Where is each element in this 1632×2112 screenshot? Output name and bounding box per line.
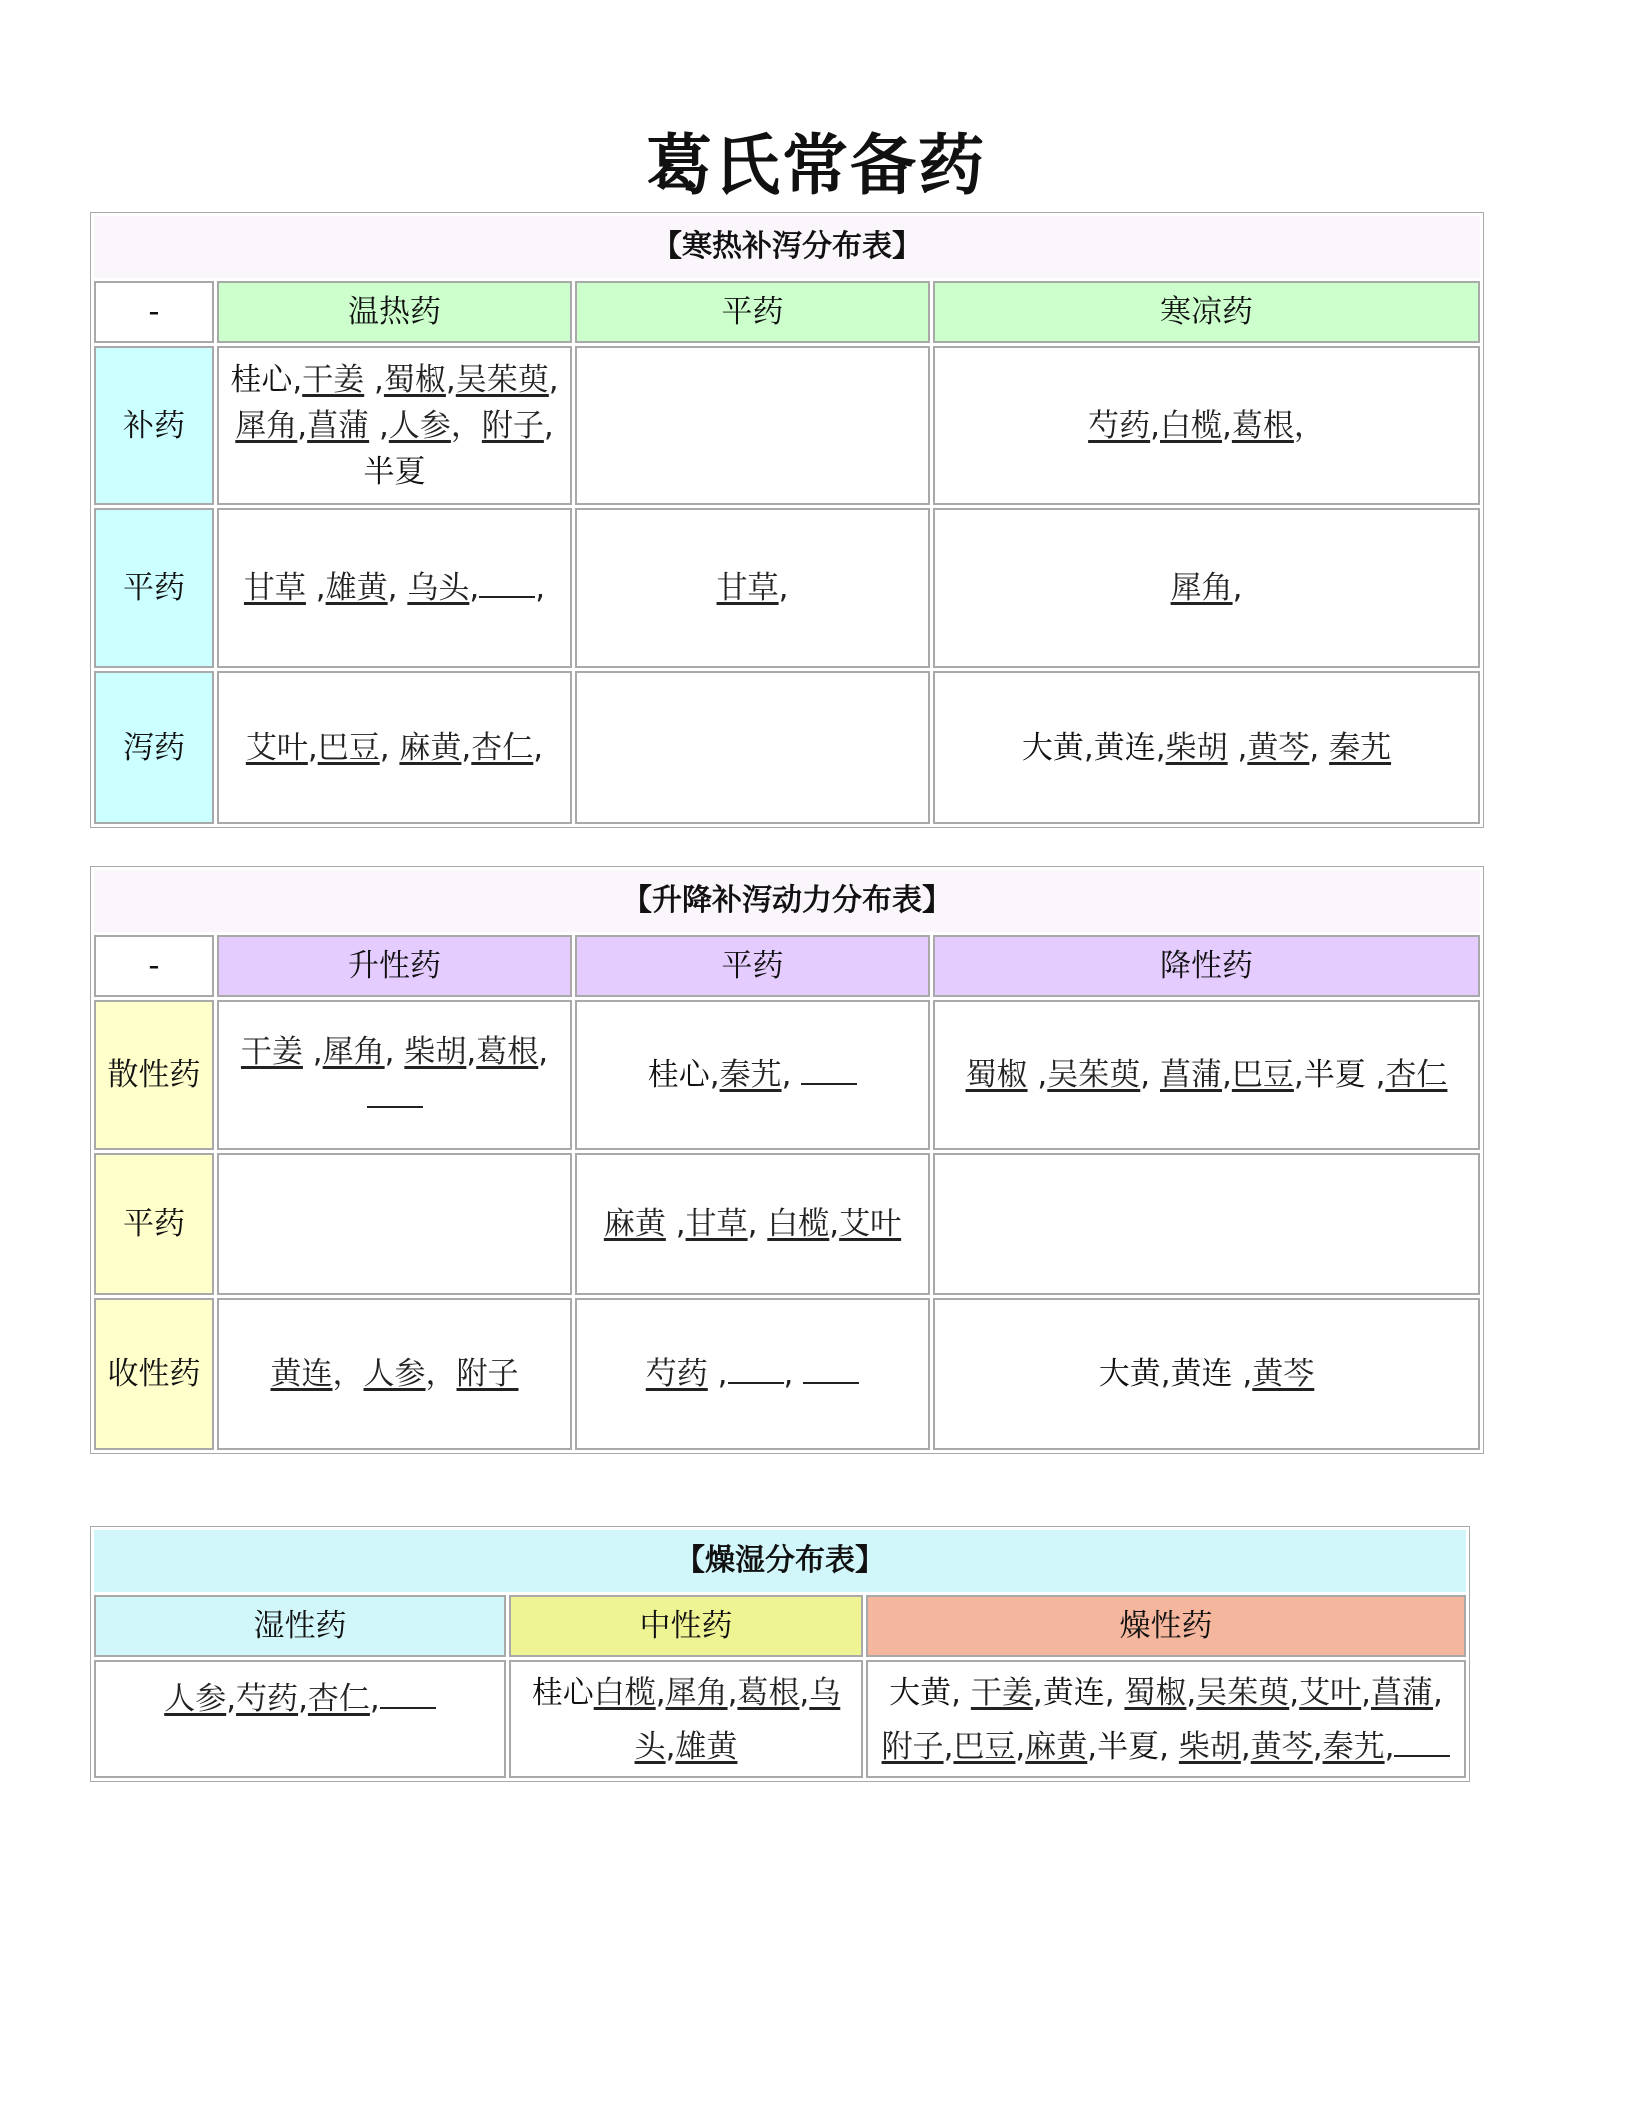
table-cell (933, 508, 1480, 669)
separator: , (1083, 729, 1094, 766)
separator: , (461, 729, 472, 766)
herb-link[interactable]: 白榄 (767, 1206, 830, 1242)
herb-link[interactable]: 菖蒲 (307, 407, 370, 444)
separator: , (943, 1729, 954, 1765)
herb-link[interactable]: 雄黄 (325, 570, 388, 607)
herb-name: 半夏 (1097, 1729, 1160, 1765)
separator: , (369, 1681, 380, 1717)
separator: ， (425, 1356, 457, 1392)
separator: , (307, 729, 318, 766)
herb-link[interactable]: 黄连 (270, 1356, 333, 1392)
herb-link[interactable]: 麻黄 (399, 729, 462, 766)
herb-link[interactable]: 葛根 (1231, 407, 1294, 444)
separator: , (1227, 729, 1248, 766)
column-header-warm-hot: 温热药 (217, 281, 572, 343)
herb-link[interactable]: 蜀椒 (1124, 1675, 1187, 1711)
herb-link[interactable]: 麻黄 (603, 1206, 666, 1242)
blank-line (803, 1358, 859, 1384)
separator: , (1384, 1729, 1395, 1765)
ascend-descend-table (90, 866, 1484, 1454)
table-caption: 【燥湿分布表】 (94, 1530, 1466, 1592)
column-header-descending: 降性药 (933, 935, 1480, 997)
column-header-neutral: 平药 (575, 281, 930, 343)
table-cell (933, 346, 1480, 505)
separator: , (1027, 1057, 1048, 1093)
herb-link[interactable]: 甘草 (243, 570, 306, 607)
separator: , (783, 1356, 804, 1392)
separator: , (535, 570, 546, 607)
herb-name: 桂心 (531, 1675, 594, 1711)
separator: , (727, 1675, 738, 1711)
herb-link[interactable]: 艾叶 (1299, 1675, 1362, 1711)
herb-name: 半夏 (363, 453, 426, 490)
herb-link[interactable]: 巴豆 (317, 729, 380, 766)
separator: , (298, 1681, 308, 1717)
row-header-neutral: 平药 (94, 1153, 214, 1295)
separator: , (1232, 570, 1243, 607)
table-cell (575, 1000, 930, 1150)
herb-link[interactable]: 白榄 (593, 1675, 656, 1711)
herb-link[interactable]: 甘草 (716, 570, 779, 607)
herb-link[interactable]: 犀角 (235, 407, 298, 444)
herb-link[interactable]: 甘草 (685, 1206, 748, 1242)
herb-link[interactable]: 人参 (164, 1681, 227, 1717)
separator: , (1361, 1675, 1371, 1711)
herb-link[interactable]: 柴胡 (404, 1034, 467, 1070)
row-header-dispersing: 散性药 (94, 1000, 214, 1150)
separator: , (665, 1729, 676, 1765)
row-header-purge: 泻药 (94, 671, 214, 824)
table-cell (217, 671, 572, 824)
herb-link[interactable]: 巴豆 (953, 1729, 1016, 1765)
table-caption: 【寒热补泻分布表】 (94, 216, 1480, 278)
separator: , (379, 729, 400, 766)
herb-link[interactable]: 人参 (388, 407, 451, 444)
blank-line (380, 1683, 436, 1709)
herb-link[interactable]: 蜀椒 (965, 1057, 1028, 1093)
herb-link[interactable]: 人参 (363, 1356, 426, 1392)
separator: , (226, 1681, 237, 1717)
table-cell (933, 1000, 1480, 1150)
herb-name: 大黄 (889, 1675, 952, 1711)
row-header-neutral: 平药 (94, 508, 214, 669)
herb-link[interactable]: 犀角 (322, 1034, 385, 1070)
separator: , (829, 1206, 840, 1242)
blank-line (1394, 1731, 1450, 1757)
herb-link[interactable]: 黄芩 (1252, 1356, 1315, 1392)
separator: , (387, 570, 408, 607)
separator: ， (332, 1356, 364, 1392)
page-title: 葛氏常备药 (646, 127, 986, 204)
herb-link[interactable]: 巴豆 (1231, 1057, 1294, 1093)
separator: ， (1293, 407, 1325, 444)
separator: , (305, 570, 326, 607)
separator: , (665, 1206, 686, 1242)
herb-link[interactable]: 乌头 (407, 570, 470, 607)
table-cell (575, 508, 930, 669)
column-header-dry: 燥性药 (866, 1595, 1466, 1657)
separator: , (799, 1675, 810, 1711)
herb-link[interactable]: 秦艽 (1329, 729, 1392, 766)
cold-heat-table (90, 212, 1484, 828)
table-cell (217, 1000, 572, 1150)
separator: , (1155, 729, 1166, 766)
herb-link[interactable]: 艾叶 (245, 729, 308, 766)
separator: , (1293, 1057, 1304, 1093)
separator: , (1015, 1729, 1026, 1765)
separator: , (1186, 1675, 1197, 1711)
separator: , (297, 407, 308, 444)
blank-line (479, 572, 535, 598)
table-cell (933, 671, 1480, 824)
table-cell (217, 1298, 572, 1450)
separator: , (1312, 1729, 1323, 1765)
separator: , (445, 361, 456, 398)
herb-link[interactable]: 柴胡 (1178, 1729, 1241, 1765)
herb-link[interactable]: 干姜 (970, 1675, 1033, 1711)
table-cell (866, 1660, 1466, 1778)
herb-link[interactable]: 白榄 (1160, 407, 1222, 444)
separator: , (781, 1057, 802, 1093)
separator: , (1240, 1729, 1251, 1765)
table-caption: 【升降补泻动力分布表】 (94, 870, 1480, 932)
separator: ， (450, 407, 482, 444)
herb-name: 大黄 (1021, 729, 1084, 766)
separator: , (1104, 1675, 1125, 1711)
table-cell (575, 1153, 930, 1295)
herb-link[interactable]: 吴茱萸 (1047, 1057, 1141, 1093)
separator: , (1222, 1057, 1232, 1093)
herb-link[interactable]: 杏仁 (1385, 1057, 1448, 1093)
separator: , (364, 361, 384, 398)
separator: , (1222, 407, 1232, 444)
separator: , (707, 1356, 728, 1392)
herb-link[interactable]: 芍药 (236, 1681, 299, 1717)
herb-link[interactable]: 葛根 (737, 1675, 800, 1711)
separator: , (1309, 729, 1330, 766)
herb-link[interactable]: 菖蒲 (1371, 1675, 1433, 1711)
corner-cell: - (94, 281, 214, 343)
herb-name: 桂心 (230, 361, 293, 398)
row-header-astringent: 收性药 (94, 1298, 214, 1450)
separator: , (1433, 1675, 1443, 1711)
herb-name: 黄连 (1042, 1675, 1105, 1711)
herb-name: 黄连 (1170, 1356, 1233, 1392)
herb-link[interactable]: 芍药 (645, 1356, 708, 1392)
herb-link[interactable]: 蜀椒 (383, 361, 446, 398)
blank-line (728, 1358, 784, 1384)
separator: , (1087, 1729, 1098, 1765)
herb-link[interactable]: 芍药 (1088, 407, 1151, 444)
separator: , (533, 729, 544, 766)
herb-name: 半夏 (1303, 1057, 1366, 1093)
separator: , (951, 1675, 971, 1711)
row-header-tonic: 补药 (94, 346, 214, 505)
herb-link[interactable]: 附子 (481, 407, 544, 444)
herb-link[interactable]: 杏仁 (471, 729, 534, 766)
table-cell (509, 1660, 863, 1778)
herb-link[interactable]: 附子 (456, 1356, 519, 1392)
table-cell (575, 671, 930, 824)
herb-link[interactable]: 杏仁 (307, 1681, 370, 1717)
column-header-ascending: 升性药 (217, 935, 572, 997)
separator: , (1365, 1057, 1386, 1093)
herb-link[interactable]: 菖蒲 (1160, 1057, 1222, 1093)
separator: , (1159, 1729, 1179, 1765)
separator: , (655, 1675, 666, 1711)
separator: , (466, 1034, 477, 1070)
column-header-neutral: 平药 (575, 935, 930, 997)
separator: , (778, 570, 789, 607)
separator: , (538, 1034, 549, 1070)
herb-link[interactable]: 黄芩 (1250, 1729, 1313, 1765)
dry-damp-table (90, 1526, 1470, 1782)
herb-name: 黄连 (1093, 729, 1156, 766)
separator: , (469, 570, 480, 607)
table-cell (217, 346, 572, 505)
herb-name: 大黄 (1098, 1356, 1161, 1392)
herb-link[interactable]: 干姜 (240, 1034, 303, 1070)
herb-link[interactable]: 柴胡 (1165, 729, 1228, 766)
herb-link[interactable]: 艾叶 (839, 1206, 902, 1242)
table-cell (933, 1153, 1480, 1295)
table-cell (575, 1298, 930, 1450)
separator: , (384, 1034, 405, 1070)
table-cell (933, 1298, 1480, 1450)
separator: , (302, 1034, 323, 1070)
separator: , (292, 361, 303, 398)
table-cell (94, 1660, 506, 1778)
herb-link[interactable]: 秦艽 (1322, 1729, 1385, 1765)
column-header-cold-cool: 寒凉药 (933, 281, 1480, 343)
corner-cell: - (94, 935, 214, 997)
column-header-damp: 湿性药 (94, 1595, 506, 1657)
herb-link[interactable]: 吴茱萸 (1196, 1675, 1290, 1711)
separator: , (369, 407, 389, 444)
herb-link[interactable]: 麻黄 (1025, 1729, 1088, 1765)
herb-link[interactable]: 犀角 (665, 1675, 728, 1711)
herb-link[interactable]: 雄黄 (675, 1729, 738, 1765)
herb-link[interactable]: 干姜 (302, 361, 365, 398)
herb-link[interactable]: 黄芩 (1247, 729, 1310, 766)
separator: , (1150, 407, 1160, 444)
separator: , (1289, 1675, 1300, 1711)
herb-name: 桂心 (647, 1057, 710, 1093)
separator: , (1032, 1675, 1043, 1711)
separator: , (548, 361, 559, 398)
separator: , (1140, 1057, 1160, 1093)
separator: , (747, 1206, 768, 1242)
separator: , (543, 407, 554, 444)
herb-link[interactable]: 附子 (881, 1729, 944, 1765)
herb-link[interactable]: 葛根 (476, 1034, 539, 1070)
separator: , (709, 1057, 720, 1093)
blank-line (367, 1082, 423, 1108)
herb-link[interactable]: 吴茱萸 (455, 361, 549, 398)
herb-link[interactable]: 秦艽 (719, 1057, 782, 1093)
table-cell (217, 1153, 572, 1295)
herb-link[interactable]: 犀角 (1170, 570, 1233, 607)
herb-link[interactable]: 乌头 (634, 1675, 841, 1765)
table-cell (575, 346, 930, 505)
blank-line (801, 1059, 857, 1085)
table-cell (217, 508, 572, 669)
column-header-neutral: 中性药 (509, 1595, 863, 1657)
separator: , (1232, 1356, 1253, 1392)
separator: , (1160, 1356, 1171, 1392)
